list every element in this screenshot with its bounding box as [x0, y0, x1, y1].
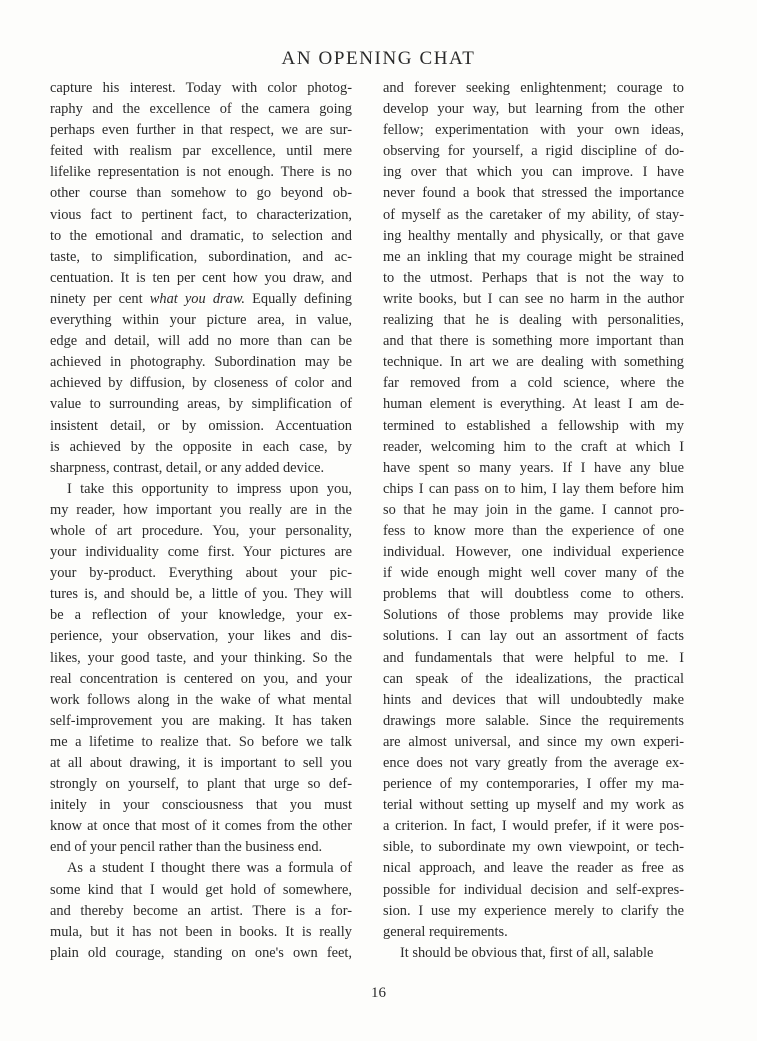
text-line: centuation. It is ten per cent how you draw, and — [50, 269, 352, 286]
text-line: ing healthy mentally and physically, or that gave — [383, 227, 684, 244]
text-line: me a lifetime to realize that. So before we talk — [50, 733, 352, 750]
text-line: value to surrounding areas, by simplification of — [50, 396, 352, 413]
text-line: chips I can pass on to him, I lay them before him — [383, 480, 684, 497]
text-line: my reader, how important you really are in the — [50, 501, 352, 518]
text-line: It should be obvious that, first of all, salable — [400, 944, 654, 961]
text-line: taste, to simplification, subordination, and ac- — [50, 248, 352, 265]
text-line: I take this opportunity to impress upon you, — [67, 480, 352, 497]
text-line: self-improvement you are making. It has taken — [50, 712, 352, 729]
text-line: achieved in photography. Subordination may be — [50, 354, 352, 371]
text-line: end of your pencil rather than the business end. — [50, 839, 323, 856]
text-line: are almost universal, and since my own experi- — [383, 733, 684, 750]
text-line: tures is, and should be, a little of you. They will — [50, 586, 352, 603]
text-line: have spent so many years. If I have any blue — [383, 459, 684, 476]
text-line: sharpness, contrast, detail, or any added device. — [50, 459, 325, 476]
left-column — [50, 78, 352, 964]
text-line: to the emotional and dramatic, to selection and — [50, 227, 352, 244]
text-line: drawings more salable. Since the requirements — [383, 712, 684, 729]
text-line: ing over that which you can improve. I have — [383, 164, 684, 181]
text-line: far removed from a cold science, where the — [383, 375, 684, 392]
text-line: likes, your good taste, and your thinking. So the — [50, 649, 352, 666]
text-line: real concentration is centered on you, and your — [50, 670, 352, 687]
text-line: everything within your picture area, in value, — [50, 312, 352, 329]
text-line: perience of my contemporaries, I offer my ma- — [383, 776, 684, 793]
italic-text: what you draw. — [149, 290, 245, 307]
text-line: work follows along in the wake of what mental — [50, 691, 352, 708]
text-line: can speak of the idealizations, the practical — [383, 670, 684, 687]
text-line: other course than somehow to go beyond ob- — [50, 185, 352, 202]
text-line: whole of art procedure. You, your personality, — [50, 522, 352, 539]
text-line: reader, welcoming him to the craft at which I — [383, 438, 684, 455]
text-line: initely in your consciousness that you must — [50, 797, 352, 814]
text-line: of myself as the caretaker of my ability, of stay- — [383, 206, 684, 223]
text-line: terial without setting up myself and my work as — [383, 797, 684, 814]
text-line: so that he may join in the game. I cannot pro- — [383, 501, 684, 518]
text-line: me an inkling that my courage might be strained — [383, 248, 684, 265]
page-number: 16 — [371, 985, 386, 1001]
text-line: know at once that most of it comes from the other — [50, 818, 352, 835]
text-line: your individuality come first. Your pictures are — [50, 544, 352, 561]
text-line: be a reflection of your knowledge, your ex- — [50, 607, 352, 624]
text-line: some kind that I would get hold of somewhere, — [50, 881, 352, 898]
text-line: capture his interest. Today with color photog- — [50, 80, 352, 96]
text-line: and thereby become an artist. There is a for- — [50, 902, 352, 919]
text-segment: ninety per cent — [50, 290, 150, 307]
text-line: human element is everything. At least I am de- — [383, 396, 684, 413]
text-line: termined to established a fellowship with my — [383, 417, 684, 434]
text-segment: Equally defining — [244, 290, 352, 307]
text-line: strongly on yourself, to plant that urge so def- — [50, 776, 352, 793]
text-line: and that there is something more important than — [383, 333, 684, 350]
text-line: As a student I thought there was a formula of — [67, 860, 352, 877]
text-line: general requirements. — [383, 923, 508, 940]
text-line: and forever seeking enlightenment; courage to — [383, 80, 684, 96]
text-line: nical approach, and leave the reader as free as — [383, 860, 684, 877]
text-line: Solutions of those problems may provide like — [383, 607, 684, 624]
text-line: never found a book that stressed the importance — [383, 185, 684, 202]
text-line: ence does not vary greatly from the average ex- — [383, 755, 684, 771]
text-line: fess to know more than the experience of one — [383, 522, 684, 539]
text-line: problems that will doubtless come to others. — [383, 586, 684, 603]
text-line: technique. In art we are dealing with something — [383, 354, 684, 371]
text-line: a criterion. In fact, I would prefer, if it were pos- — [383, 818, 684, 835]
text-line: plain old courage, standing on one's own feet, — [50, 944, 352, 961]
right-column — [383, 78, 684, 964]
text-line: realizing that he is dealing with personalities, — [383, 312, 684, 329]
text-line: develop your way, but learning from the other — [383, 101, 684, 118]
text-line: solutions. I can lay out an assortment of facts — [383, 628, 684, 645]
page-title: AN OPENING CHAT — [281, 48, 476, 69]
text-line: mula, but it has not been in books. It is really — [50, 923, 352, 940]
text-line: your by-product. Everything about your pic- — [50, 565, 352, 582]
text-line: fellow; experimentation with your own ideas, — [383, 122, 684, 139]
text-line: achieved by diffusion, by closeness of color and — [50, 375, 352, 392]
text-line: possible for individual decision and self-expres- — [383, 881, 684, 898]
text-line: hints and devices that will undoubtedly make — [383, 691, 684, 708]
text-line: and fundamentals that were helpful to me. I — [383, 649, 684, 666]
text-line: to the utmost. Perhaps that is not the way to — [383, 269, 684, 286]
text-line: sion. I use my experience merely to clarify the — [383, 902, 684, 919]
text-line: is achieved by the opposite in each case, by — [50, 438, 352, 455]
text-line: vious fact to pertinent fact, to characterization, — [50, 206, 352, 223]
text-line: individual. However, one individual experience — [383, 544, 684, 561]
text-line: if wide enough might well cover many of the — [383, 565, 684, 582]
text-line: perhaps even further in that respect, we are sur- — [50, 122, 352, 139]
text-line: lifelike representation is not enough. There is no — [50, 164, 352, 181]
text-line: edge and detail, will add no more than can be — [50, 333, 352, 350]
text-line: insistent detail, or by omission. Accentuation — [50, 417, 352, 434]
text-line: sible, to subordinate my own viewpoint, or tech- — [383, 839, 684, 856]
text-line: observing for yourself, a rigid discipline of do- — [383, 143, 684, 160]
text-line: perience, your observation, your likes and dis- — [50, 628, 352, 645]
text-line: at all about drawing, it is important to sell you — [50, 755, 352, 771]
text-line — [50, 289, 352, 310]
text-line: feited with realism par excellence, until mere — [50, 143, 352, 160]
text-line: write books, but I can see no harm in the author — [383, 290, 684, 307]
text-line: raphy and the excellence of the camera going — [50, 101, 352, 118]
